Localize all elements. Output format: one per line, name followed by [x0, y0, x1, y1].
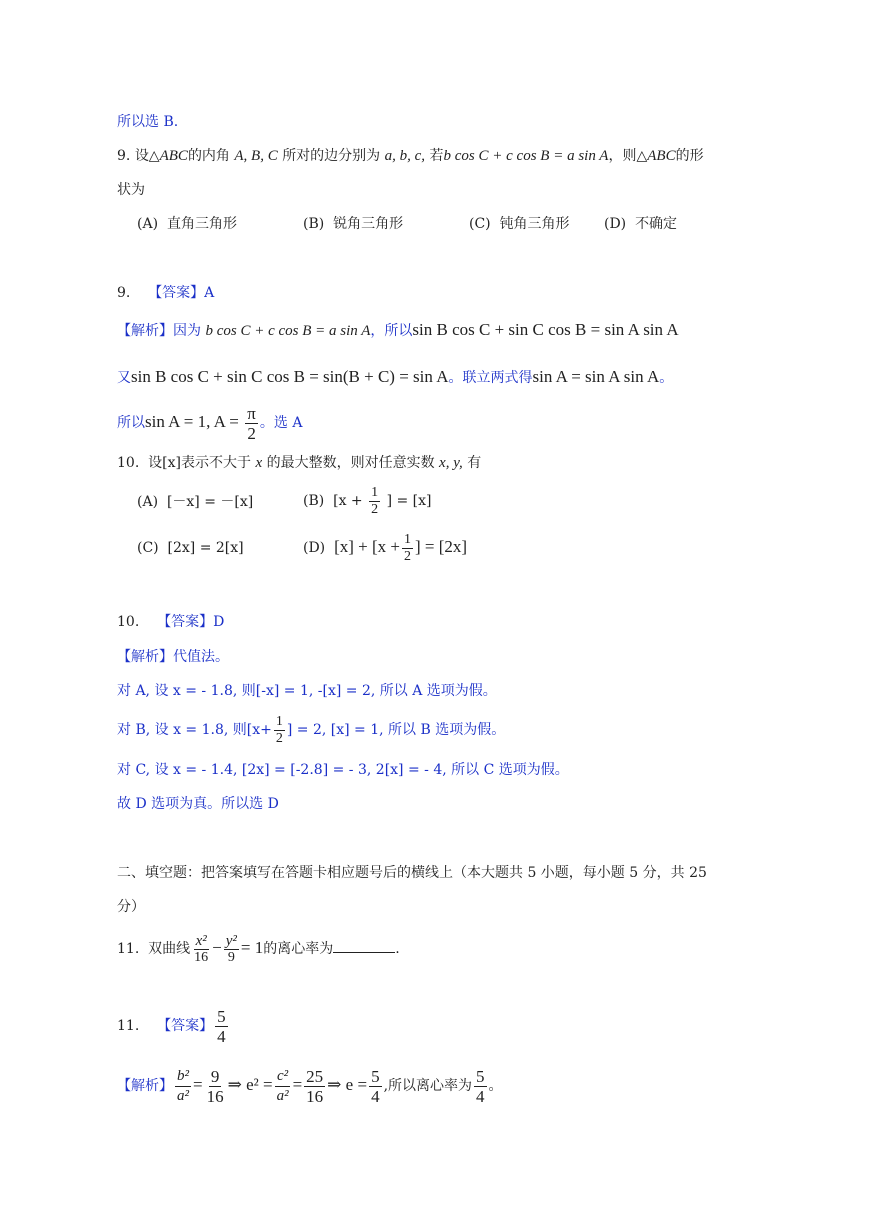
q10-option-d: (D) [x] + [x + $\frac{1}{2}$ ] = [2x]: [303, 531, 468, 564]
answer-blank: [333, 938, 395, 953]
q9-option-a: (A) 直角三角形: [137, 216, 237, 232]
q10-analysis-line4: 对 C, 设 x = - 1.4, [2x] = [-2.8] = - 3, 2[x] = - 4, 所以 C 选项为假。: [117, 762, 569, 778]
q10-analysis-line3: 对 B, 设 x = 1.8, 则[x+ $\frac{1}{2}$ ] = 2, [x] = 1, 所以 B 选项为假。: [117, 713, 506, 746]
pi-over-2-fraction: $\frac{\pi}{2}$: [247, 403, 256, 443]
q10-answer: 10. 【答案】D: [117, 614, 225, 630]
q10-analysis-line1: 【解析】代值法。: [117, 649, 229, 665]
x2-over-16: $\frac{\text{x²}}{16}$: [194, 932, 209, 965]
q9-number: 9.: [117, 148, 131, 164]
q9-analysis-line3: 所以sin A = 1, A = $\frac{\pi}{2}$ 。选 A: [117, 403, 303, 443]
y2-over-9: $\frac{\text{y²}}{9}$: [225, 932, 237, 965]
q10-analysis-line2: 对 A, 设 x = - 1.8, 则[-x] = 1, -[x] = 2, 所以 A 选项为假。: [117, 683, 497, 699]
q9-option-b: (B) 锐角三角形: [303, 216, 404, 232]
q9-equation: b cos C + c cos B = a sin A: [443, 148, 609, 164]
q9-option-c: (C) 钝角三角形: [469, 216, 570, 232]
q9-option-d: (D) 不确定: [604, 216, 678, 232]
q10-analysis-line5: 故 D 选项为真。所以选 D: [117, 796, 279, 812]
q9-analysis-line2: 又sin B cos C + sin C cos B = sin(B + C) = sin A。联立两式得sin A = sin A sin A。: [117, 367, 674, 386]
q11-analysis: 【解析】 $\frac{\text{b²}}{\text{a²}}$ = $\frac{9}{16}$ ⇒ e² = $\frac{\text{c²}}{\text{a²}}$ = $\frac{25}{16}$ ⇒ e = $\frac{5}{4}$ ,所以离心率为 $\frac{5}{4}$ 。: [117, 1066, 503, 1106]
section-2-heading: 二、填空题：把答案填写在答题卡相应题号后的横线上（本大题共 5 小题，每小题 5 分，共 25: [117, 865, 707, 881]
q11-answer: 11. 【答案】 $\frac{5}{4}$: [117, 1006, 226, 1046]
q9-answer: 9. 【答案】A: [117, 285, 215, 301]
previous-conclusion: 所以选 B.: [117, 114, 179, 130]
q10-stem: 10. 设[x]表示不大于 x 的最大整数，则对任意实数 x, y, 有: [117, 455, 482, 471]
q10-option-c: (C) [2x] = 2[x]: [137, 540, 244, 556]
q9-stem: 9. 设△ABC的内角 A, B, C 所对的边分别为 a, b, c, 若b cos C + c cos B = a sin A，则△ABC的形: [117, 148, 704, 164]
q10-option-b: (B) [x + $\frac{1}{2}$ ] = [x]: [303, 484, 432, 517]
q11-stem: 11. 双曲线 $\frac{\text{x²}}{16}$ − $\frac{\text{y²}}{9}$ = 1的离心率为 .: [117, 932, 400, 965]
q9-analysis-line1: 【解析】因为 b cos C + c cos B = a sin A，所以sin B cos C + sin C cos B = sin A sin A: [117, 320, 679, 339]
q9-stem-line2: 状为: [117, 182, 145, 198]
q10-option-a: (A) [－x] = －[x]: [137, 494, 254, 510]
section-2-heading-line2: 分）: [117, 899, 145, 915]
